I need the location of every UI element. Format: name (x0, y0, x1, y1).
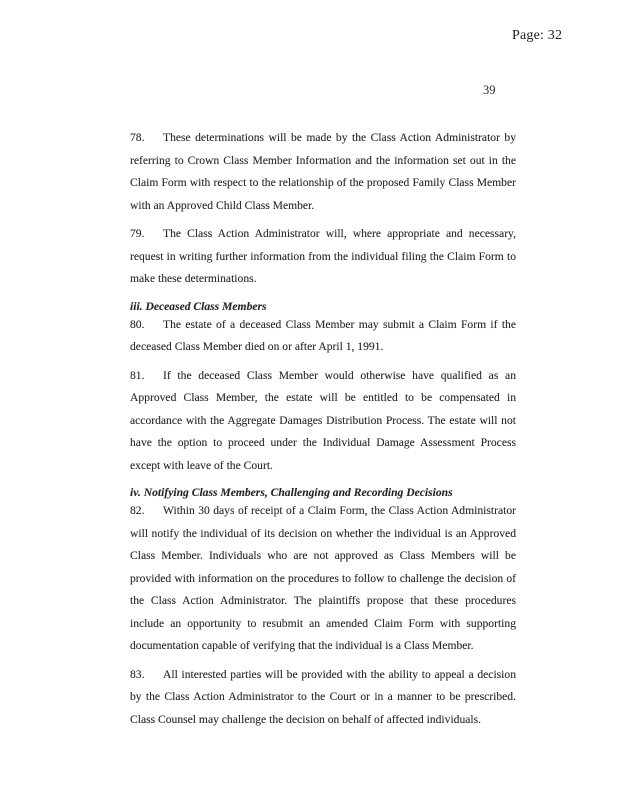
paragraph-79-number: 79. (130, 227, 145, 240)
paragraph-78-number: 78. (130, 131, 145, 144)
paragraph-81 (130, 365, 516, 478)
paragraph-81-text: If the deceased Class Member would otherwise have qualified as an Approved Class Member, the estate will be entitled to be compensated in accordance with the Aggregate Damages Distribution Process. The estate will not have the option to proceed under the Individual Damage Assessment Process except with leave of the Court. (130, 368, 516, 472)
heading-notifying-class-members: iv. Notifying Class Members, Challenging and Recording Decisions (130, 486, 453, 499)
paragraph-83-text: All interested parties will be provided with the ability to appeal a decision by the Class Action Administrator to the Court or in a manner to be prescribed. Class Counsel may challenge the decision on behalf of affected individuals. (130, 667, 516, 726)
paragraph-83-number: 83. (130, 667, 145, 681)
heading-deceased-class-members: iii. Deceased Class Members (130, 299, 267, 313)
paragraph-82 (130, 500, 516, 658)
paragraph-79 (130, 223, 516, 291)
paragraph-82-text: Within 30 days of receipt of a Claim Form, the Class Action Administrator will notify the individual of its decision on whether the individual is an Approved Class Member. Individuals who are not approved as Class Members will be provided with information on the procedures to follow to challenge the decision of the Class Action Administrator. The plaintiffs propose that these procedures include an opportunity to resubmit an amended Claim Form with supporting documentation capable of verifying that the individual is a Class Member. (130, 504, 516, 652)
paragraph-78-text: These determinations will be made by the Class Action Administrator by referring to Crown Class Member Information and the information set out in the Claim Form with respect to the relationship of the proposed Family Class Member with an Approved Child Class Member. (130, 131, 516, 212)
paragraph-80-number: 80. (130, 317, 145, 331)
paragraph-83 (130, 664, 516, 732)
print-page-label: Page: 32 (512, 28, 563, 43)
paragraph-82-number: 82. (130, 504, 145, 517)
paragraph-78 (130, 127, 516, 217)
document-page-number: 39 (483, 83, 496, 97)
paragraph-79-text: The Class Action Administrator will, where appropriate and necessary, request in writing further information from the individual filing the Claim Form to make these determinations. (130, 227, 516, 285)
paragraph-80 (130, 314, 516, 359)
document-body (130, 127, 516, 737)
paragraph-81-number: 81. (130, 368, 145, 382)
paragraph-80-text: The estate of a deceased Class Member may submit a Claim Form if the deceased Class Member died on or after April 1, 1991. (130, 317, 516, 353)
